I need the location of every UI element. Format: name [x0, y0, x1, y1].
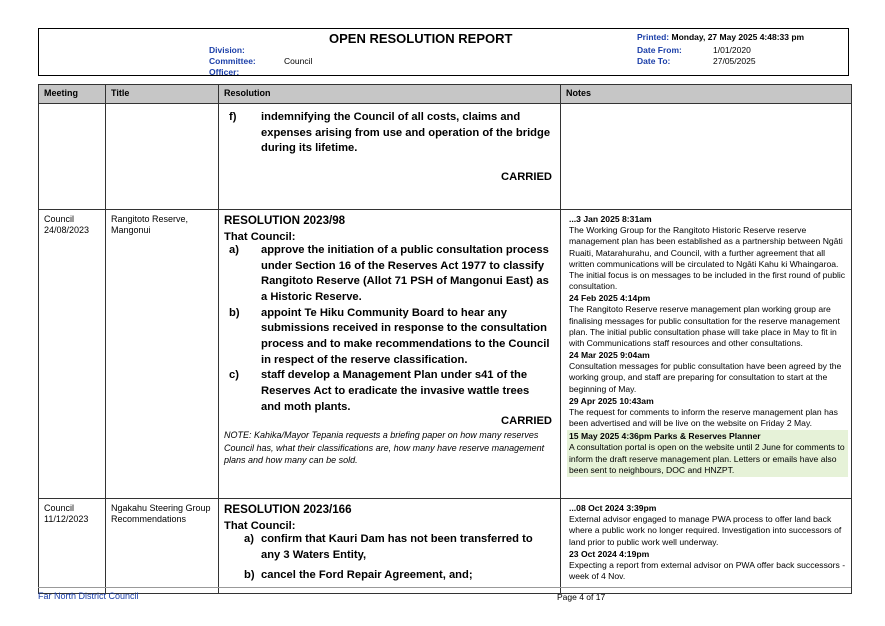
that-council-label: That Council:: [224, 231, 296, 243]
table-header-row: [39, 85, 852, 104]
note-entry-body: The Rangitoto Reserve reserve management plan working group are finalising messages for public consultation for the reserve management plan. The initial public consultation phase will take place in May to fit in with Communications staff resources and other consultations.: [569, 304, 840, 348]
note-entry-heading: ...3 Jan 2025 8:31am: [569, 214, 652, 224]
title-cell: [106, 104, 219, 210]
meeting-name: Council: [44, 503, 75, 513]
resolution-item: [224, 568, 552, 584]
date-to-value: 27/05/2025: [713, 56, 756, 66]
resolution-item-text: cancel the Ford Repair Agreement, and;: [261, 569, 473, 582]
notes-cell: [561, 499, 852, 594]
resolution-heading: RESOLUTION 2023/166: [224, 503, 352, 516]
date-to-label: Date To:: [637, 56, 671, 66]
table-row: [39, 210, 852, 499]
notes-cell: [561, 210, 852, 499]
printed-value: Monday, 27 May 2025 4:48:33 pm: [671, 32, 805, 42]
note-entry-body: The request for comments to inform the reserve management plan has been advertised and will be live on the website on Friday 2 May.: [569, 406, 838, 429]
notes-cell: [561, 104, 852, 210]
resolution-cell: [219, 210, 561, 499]
table-row: [39, 499, 852, 594]
division-label: Division:: [209, 45, 245, 55]
meeting-cell: [39, 499, 106, 594]
note-entry: [569, 293, 846, 349]
note-entry: [569, 549, 846, 583]
resolution-item-label: c): [229, 369, 239, 382]
note-entry: [569, 350, 846, 395]
resolution-item-text: indemnifying the Council of all costs, claims and expenses arising from use and operation of the bridge during its lifetime.: [261, 111, 551, 155]
note-entry-heading: 24 Mar 2025 9:04am: [569, 350, 650, 361]
report-title: OPEN RESOLUTION REPORT: [329, 31, 513, 46]
resolution-item: [224, 368, 552, 415]
printed-label: Printed:: [637, 32, 670, 42]
date-from-label: Date From:: [637, 45, 682, 55]
resolution-note: NOTE: Kahika/Mayor Tepania requests a briefing paper on how many reserves Council has, what their classifications are, how many have reserve management plans and how many can be sold.: [224, 430, 545, 465]
resolution-item-text: appoint Te Hiku Community Board to hear any submissions received in response to the consultation process and to make recommendations to the Council in respect of the reserve classification.: [261, 306, 550, 366]
table-row: [39, 104, 852, 210]
note-entry-heading: 23 Oct 2024 4:19pm: [569, 548, 650, 559]
note-entry-body: Expecting a report from external advisor on PWA offer back successors - week of 4 Nov.: [569, 559, 846, 582]
col-header-title: Title: [106, 85, 219, 104]
resolution-item: [224, 306, 552, 369]
date-from-value: 1/01/2020: [713, 45, 751, 55]
resolution-cell: [219, 104, 561, 210]
note-entry-heading: 15 May 2025 4:36pm Parks & Reserves Planner: [569, 431, 761, 442]
footer-org-name: Far North District Council: [38, 591, 139, 601]
meeting-name: Council: [44, 214, 75, 224]
note-entry-body: External advisor engaged to manage PWA process to offer land back where a public work no longer required. Investigation into successors of land prior to public work well underway.: [569, 514, 842, 547]
note-entry-heading: 24 Feb 2025 4:14pm: [569, 293, 651, 304]
resolution-item-label: f): [229, 111, 237, 123]
carried-label: CARRIED: [501, 415, 552, 428]
resolution-heading: RESOLUTION 2023/98: [224, 214, 346, 227]
footer-divider: [38, 587, 851, 588]
note-entry: [569, 214, 846, 292]
printed-stamp: [637, 32, 804, 42]
resolution-item-label: a): [244, 533, 254, 545]
note-entry-body: A consultation portal is open on the website until 2 June for comments to inform the draft reserve management plan. Letters or emails have also been sent to neighbours, DOC and HNZPT.: [569, 442, 845, 475]
meeting-cell: [39, 210, 106, 499]
committee-label: Committee:: [209, 56, 256, 66]
note-entry-latest: [567, 430, 848, 477]
resolution-item-label: b): [244, 569, 255, 582]
officer-label: Officer:: [209, 67, 240, 77]
meeting-cell: [39, 104, 106, 210]
resolution-item-label: b): [229, 306, 240, 319]
resolution-item-text: approve the initiation of a public consultation process under Section 16 of the Reserves Act 1977 to classify Rangitoto Reserve (Allot 71 PSH of Mangonui East) as a Historic Reserve.: [261, 244, 549, 304]
note-entry: [569, 396, 846, 430]
col-header-notes: Notes: [561, 85, 852, 104]
resolution-item-label: a): [229, 244, 239, 256]
page-number: Page 4 of 17: [557, 592, 606, 602]
title-cell: Ngakahu Steering Group Recommendations: [106, 499, 219, 594]
resolution-item-text: confirm that Kauri Dam has not been transferred to any 3 Waters Entity,: [261, 533, 533, 561]
meeting-date: 11/12/2023: [44, 514, 89, 525]
col-header-resolution: Resolution: [219, 85, 561, 104]
carried-label: CARRIED: [501, 171, 552, 184]
note-entry-heading: 29 Apr 2025 10:43am: [569, 395, 654, 406]
note-entry-body: The Working Group for the Rangitoto Historic Reserve reserve management plan has been established as a partnership between Ngāti Ruaiti, Matarahurahu, and Council, with a further agreement that all written communications will be circulated to Ngāti Kahu ki Whaingaroa. The initial focus is on messages to be included in the first round of public consultation.: [569, 225, 846, 292]
resolution-item: [224, 532, 552, 563]
report-header: [38, 28, 849, 76]
committee-value: Council: [284, 56, 313, 66]
col-header-meeting: Meeting: [39, 85, 106, 104]
that-council-label: That Council:: [224, 520, 296, 532]
note-entry: [569, 503, 846, 548]
resolution-item: [224, 243, 552, 306]
resolution-item: [224, 110, 552, 157]
note-entry-body: Consultation messages for public consultation have been agreed by the working group, and staff are preparing for consultation to start at the beginning of May.: [569, 361, 842, 394]
resolution-cell: [219, 499, 561, 594]
note-entry-heading: ...08 Oct 2024 3:39pm: [569, 503, 657, 513]
resolution-table: [38, 84, 852, 594]
resolution-item-text: staff develop a Management Plan under s41 of the Reserves Act to eradicate the invasive wattle trees and moth plants.: [261, 369, 530, 413]
meeting-date: 24/08/2023: [44, 225, 90, 236]
title-cell: Rangitoto Reserve, Mangonui: [106, 210, 219, 499]
